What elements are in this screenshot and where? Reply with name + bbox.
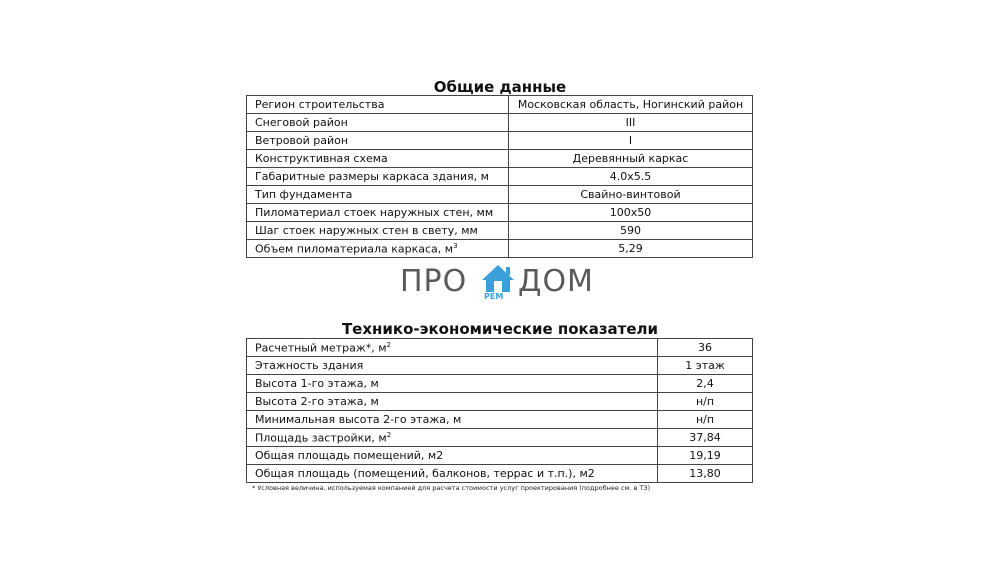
table-row [247,96,753,114]
table-row [247,168,753,186]
row-label [247,150,509,168]
table-row [247,339,753,357]
table-row [247,375,753,393]
row-label-text: Пиломатериал стоек наружных стен, мм [255,206,494,219]
row-label-text: Шаг стоек наружных стен в свету, мм [255,224,478,237]
row-value: 19,19 [658,447,753,465]
row-label [247,204,509,222]
row-value: 2,4 [658,375,753,393]
row-label [247,186,509,204]
row-label [247,357,658,375]
row-label-text: Габаритные размеры каркаса здания, м [255,170,489,183]
row-label-text: Тип фундамента [255,188,353,201]
row-value: 5,29 [509,240,753,258]
table-row [247,357,753,375]
row-label [247,375,658,393]
row-value: 590 [509,222,753,240]
row-label [247,168,509,186]
row-label-text: Высота 2-го этажа, м [255,395,379,408]
tech-indicators-title: Технико-экономические показатели [341,320,659,338]
row-label [247,132,509,150]
row-label-text: Ветровой район [255,134,349,147]
company-logo [400,262,600,302]
table-row [247,411,753,429]
row-value: н/п [658,411,753,429]
row-value: 37,84 [658,429,753,447]
table-row [247,429,753,447]
row-value: 4.0x5.5 [509,168,753,186]
unit-superscript: 3 [453,241,458,250]
row-label [247,240,509,258]
table-row [247,186,753,204]
unit-superscript: 2 [386,430,392,439]
row-label-text: Минимальная высота 2-го этажа, м [255,413,462,426]
row-value: Деревянный каркас [509,150,753,168]
table-row [247,447,753,465]
table-row [247,222,753,240]
row-value: 1 этаж [658,357,753,375]
row-label-text: Площадь застройки, м [255,431,387,445]
general-data-table [246,95,753,258]
row-label-text: Объем пиломатериала каркаса, м [255,242,454,256]
row-value: 100x50 [509,204,753,222]
row-label-text: Расчетный метраж*, м [255,341,387,355]
footnote: * Условная величина, используемая компанией для расчета стоимости услуг проектирования (подробнее см. в ТЗ) [252,484,651,492]
row-value: 36 [658,339,753,357]
row-value: I [509,132,753,150]
row-label [247,465,658,483]
row-label [247,339,658,357]
row-value: н/п [658,393,753,411]
logo-text-left: ПРО [400,264,468,299]
row-label-text: Общая площадь (помещений, балконов, террас и т.п.), м2 [255,467,595,480]
row-label-text: Этажность здания [255,359,364,372]
row-label-text: Конструктивная схема [255,152,388,165]
row-label-text: Снеговой район [255,116,348,129]
table-row [247,132,753,150]
row-label [247,222,509,240]
row-value: 13,80 [658,465,753,483]
row-label-text: Регион строительства [255,98,385,111]
row-label [247,114,509,132]
row-label [247,411,658,429]
row-label [247,393,658,411]
row-value: III [509,114,753,132]
row-label [247,447,658,465]
row-label-text: Высота 1-го этажа, м [255,377,379,390]
table-row [247,465,753,483]
unit-superscript: 2 [386,340,391,349]
tech-indicators-table [246,338,753,483]
general-data-title: Общие данные [433,78,567,96]
table-row [247,150,753,168]
row-label-text: Общая площадь помещений, м2 [255,449,444,462]
row-value: Свайно-винтовой [509,186,753,204]
row-value: Московская область, Ногинский район [509,96,753,114]
table-row [247,240,753,258]
row-label [247,96,509,114]
row-label [247,429,658,447]
table-row [247,393,753,411]
table-row [247,114,753,132]
logo-subtext: РЕМ [484,292,504,301]
table-row [247,204,753,222]
logo-text-right: ДОМ [518,264,594,299]
